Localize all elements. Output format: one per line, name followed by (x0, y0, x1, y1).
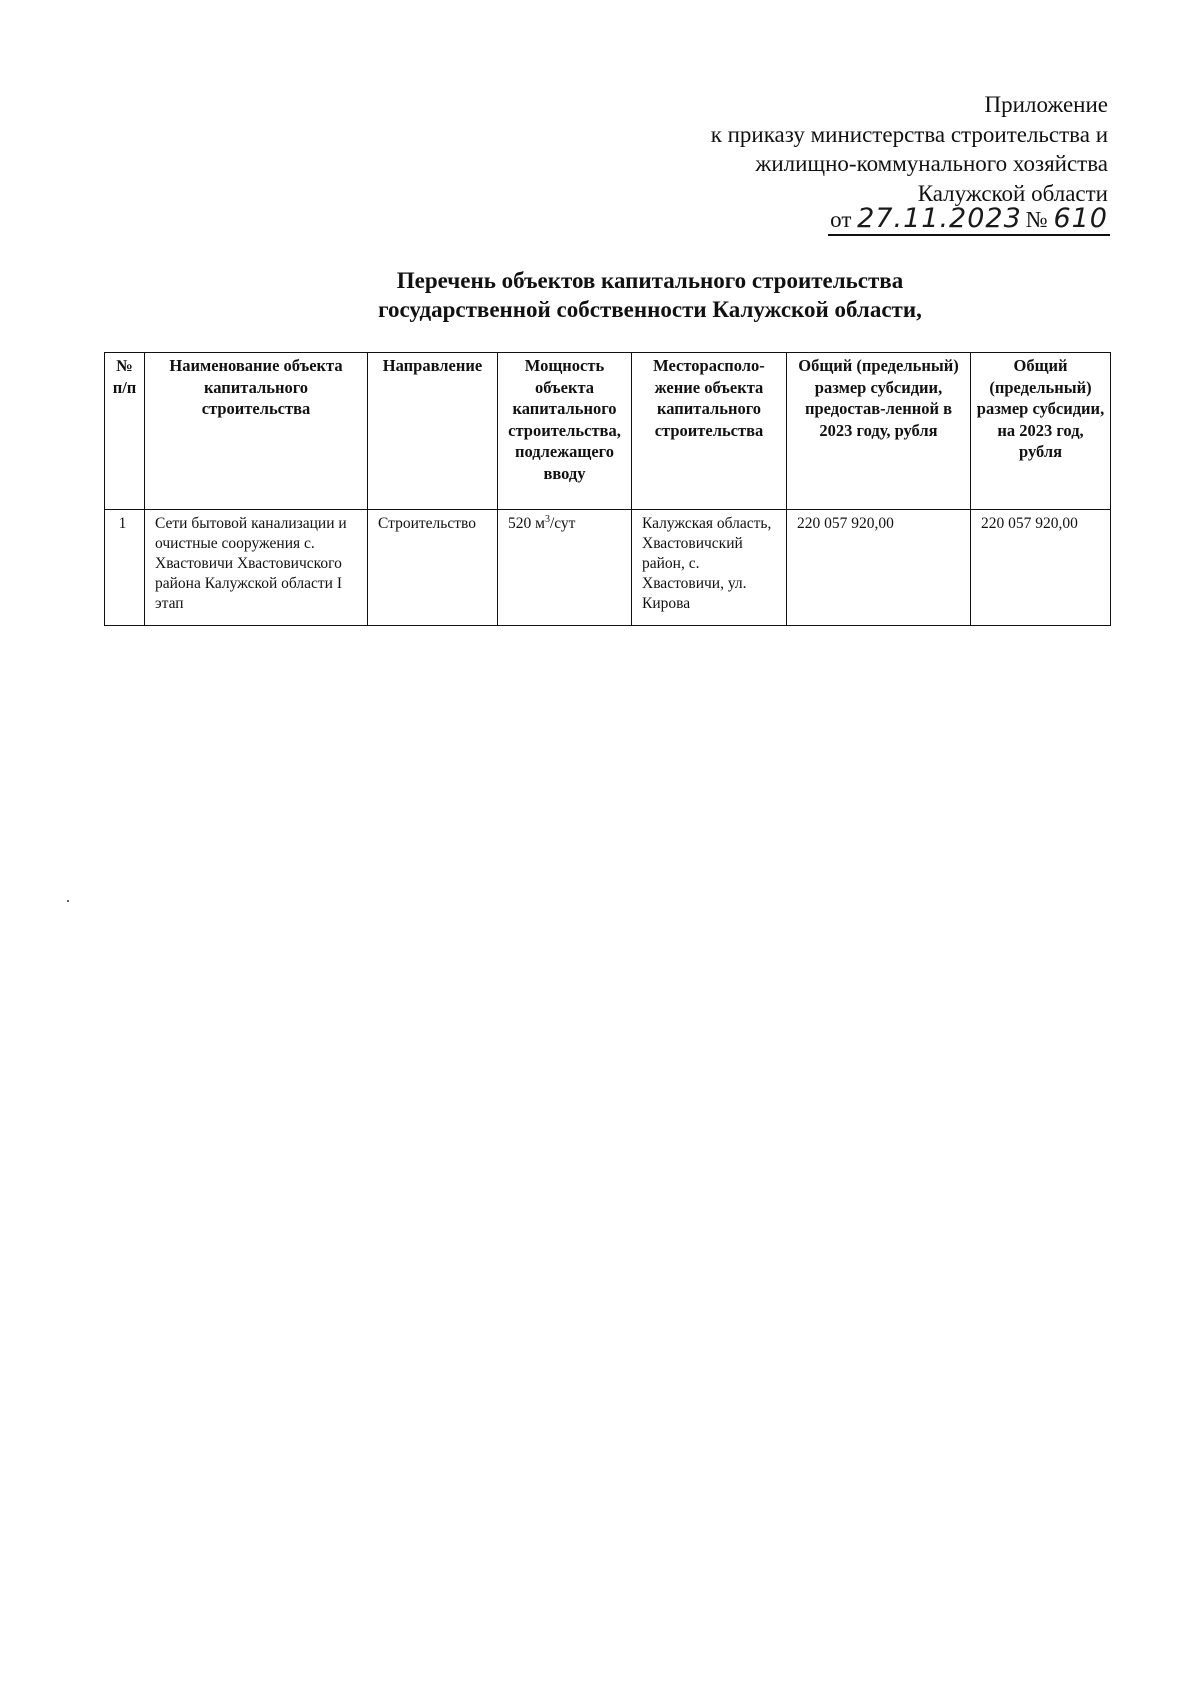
cell-subsidy-provided: 220 057 920,00 (787, 510, 971, 626)
cell-number: 1 (105, 510, 145, 626)
header-name: Наименование объекта капитального строительства (145, 353, 368, 510)
date-prefix: от (830, 207, 852, 232)
header-subsidy-total: Общий (предельный) размер субсидии, на 2023 год, рубля (971, 353, 1111, 510)
table-row (105, 510, 1111, 626)
order-number-field (1024, 205, 1110, 236)
number-prefix: № (1025, 207, 1048, 232)
cell-location: Калужская область, Хвастовичский район, с. Хвастовичи, ул. Кирова (632, 510, 787, 626)
handwritten-number: 610 (1053, 203, 1108, 234)
order-date-number (828, 204, 1110, 236)
appendix-block (711, 90, 1108, 208)
capacity-unit: /сут (549, 515, 576, 532)
cell-direction: Строительство (368, 510, 498, 626)
header-subsidy-provided: Общий (предельный) размер субсидии, предостав-ленной в 2023 году, рубля (787, 353, 971, 510)
appendix-ministry: жилищно-коммунального хозяйства (755, 151, 1108, 176)
capacity-value: 520 м (508, 515, 545, 532)
cell-capacity (498, 510, 632, 626)
header-location: Месторасполо-жение объекта капитального строительства (632, 353, 787, 510)
objects-table (104, 352, 1111, 626)
header-direction: Направление (368, 353, 498, 510)
capacity-superscript: 3 (544, 514, 550, 525)
cell-name: Сети бытовой канализации и очистные сооружения с. Хвастовичи Хвастовичского района Калужской области I этап (145, 510, 368, 626)
appendix-region: Калужской области (917, 180, 1108, 206)
header-capacity: Мощность объекта капитального строительства, подлежащего вводу (498, 353, 632, 510)
scan-speck (67, 900, 69, 902)
appendix-title: Приложение (984, 92, 1108, 117)
appendix-order-ref: к приказу министерства строительства и (710, 121, 1108, 147)
cell-subsidy-total: 220 057 920,00 (971, 510, 1111, 626)
handwritten-date: 27.11.2023 (857, 203, 1022, 234)
header-number: № п/п (105, 353, 145, 510)
order-date-field (828, 205, 1024, 236)
table-header-row (105, 353, 1111, 510)
document-title (0, 266, 1200, 324)
document-title-line2: государственной собственности Калужской области, (378, 297, 922, 322)
document-title-line1: Перечень объектов капитального строительства (396, 268, 904, 293)
